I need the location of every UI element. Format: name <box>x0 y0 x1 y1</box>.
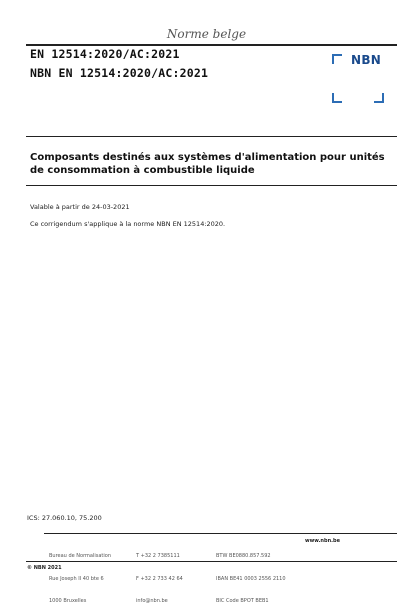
header-rule <box>26 44 397 46</box>
footer-phone: T +32 2 7385111 <box>136 553 180 559</box>
validity-date: Valable à partir de 24-03-2021 <box>30 203 130 211</box>
footer-contact <box>136 538 183 613</box>
copyright-notice: © NBN 2021 <box>27 565 62 571</box>
logo-corner-bottom-right <box>374 93 384 103</box>
footer-bic: BIC Code BPOT BEB1 <box>216 598 269 604</box>
logo-text: NBN <box>351 53 382 67</box>
title-bottom-rule <box>26 185 397 186</box>
footer-address-line: Bureau de Normalisation <box>49 553 112 559</box>
footer-rule <box>44 533 397 534</box>
standard-code-primary: EN 12514:2020/AC:2021 <box>30 47 180 61</box>
ics-codes: ICS: 27.060.10, 75.200 <box>27 514 102 522</box>
document-header-label: Norme belge <box>166 27 247 41</box>
footer-iban: IBAN BE41 0003 2556 2110 <box>216 575 286 582</box>
title-top-rule <box>26 136 397 137</box>
footer-vat: BTW BE0880.857.592 <box>216 553 271 559</box>
footer-fax: F +32 2 733 42 64 <box>136 575 183 582</box>
logo-corner-top-left <box>332 54 342 64</box>
footer-address-line: 1000 Bruxelles <box>49 598 87 604</box>
corrigendum-note: Ce corrigendum s'applique à la norme NBN EN 12514:2020. <box>30 220 226 228</box>
footer-address <box>49 538 111 613</box>
footer-address-line: Rue Joseph II 40 bte 6 <box>49 575 104 582</box>
document-title: Composants destinés aux systèmes d'alimentation pour unités de consommation à combustible liquide <box>30 152 385 176</box>
footer-website: www.nbn.be <box>305 538 341 544</box>
logo-corner-bottom-left <box>332 93 342 103</box>
copyright-rule <box>26 561 397 562</box>
nbn-logo <box>332 53 384 103</box>
footer-bank <box>216 538 286 613</box>
standard-code-national: NBN EN 12514:2020/AC:2021 <box>30 66 209 80</box>
footer-email: info@nbn.be <box>136 598 168 604</box>
